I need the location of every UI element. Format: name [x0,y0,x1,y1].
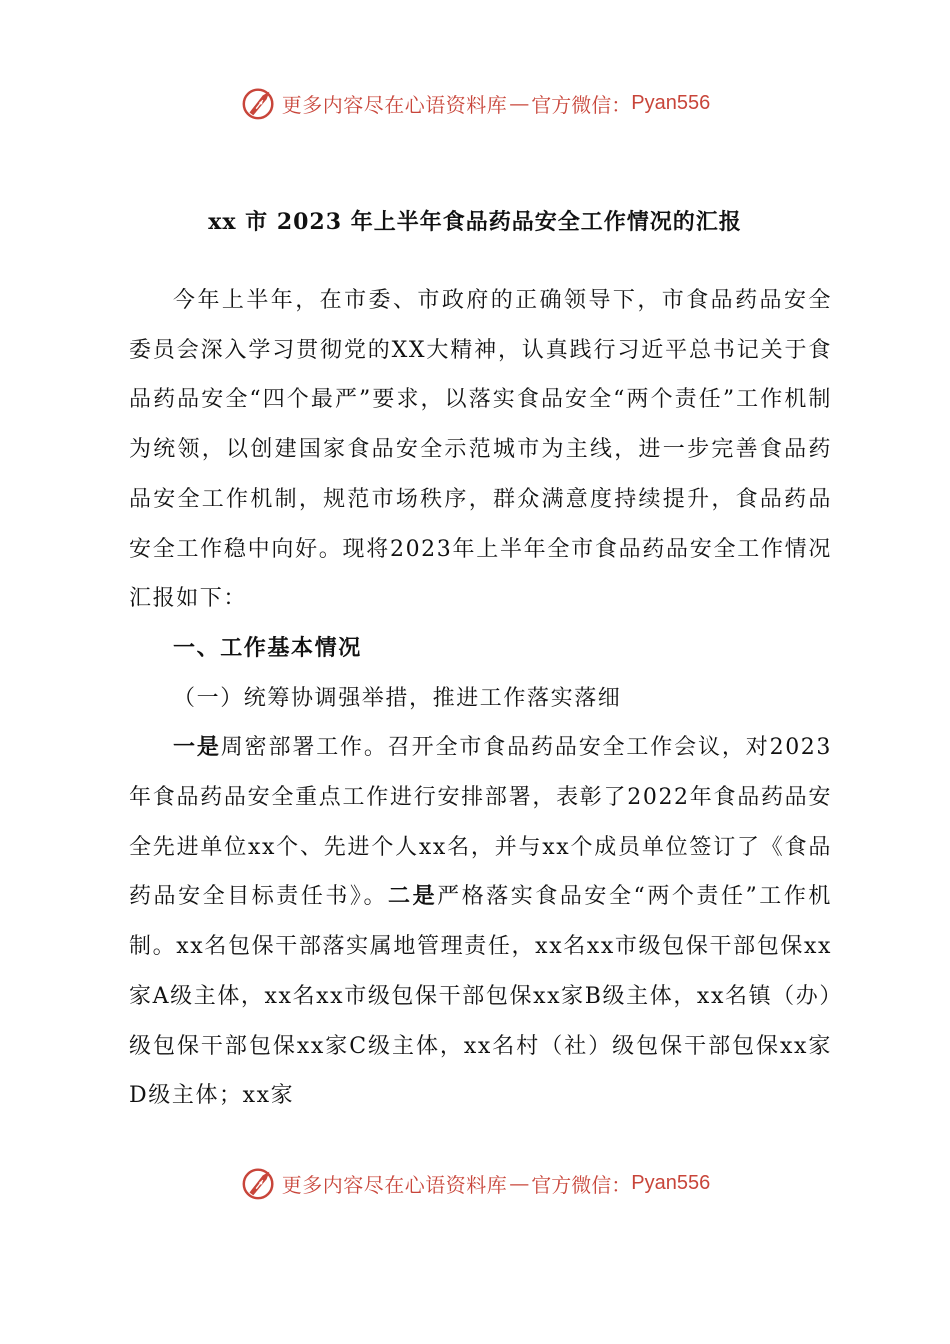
subsection-heading: （一）统筹协调强举措，推进工作落实落细 [173,685,622,711]
footer-banner [0,1160,950,1206]
header-banner [0,80,950,126]
wechat-label: 官方微信： [531,1172,632,1197]
wechat-id: Pyan556 [631,91,711,114]
item-1-lead: 一是 [173,734,221,761]
intro-paragraph: 今年上半年，在市委、市政府的正确领导下，市食品药品安全委员会深入学习贯彻党的XX大精神，认真践行习近平总书记关于食品药品安全“四个最严”要求，以落实食品安全“两个责任”工作机制为统领，以创建国家食品安全示范城市为主线，进一步完善食品药品安全工作机制，规范市场秩序，群众满意度持续提升，食品药品安全工作稳中向好。现将2023年上半年全市食品药品安全工作情况汇报如下： [129,288,832,612]
banner-separator: — [509,1171,530,1195]
brand-text: 更多内容尽在心语资料库 [281,92,508,117]
pen-nib-logo-icon [240,84,278,122]
pen-nib-logo-icon [240,1164,278,1202]
brand-text: 更多内容尽在心语资料库 [281,1172,508,1197]
item-2-text: 严格落实食品安全“两个责任”工作机制。xx名包保干部落实属地管理责任，xx名xx市级包保干部包保xx家A级主体，xx名xx市级包保干部包保xx家B级主体，xx名镇（办）级包保干部包保xx家C级主体，xx名村（社）级包保干部包保xx家D级主体；xx家 [129,884,832,1109]
item-2-lead: 二是 [388,883,438,910]
wechat-label: 官方微信： [531,92,632,117]
item-1-text: 周密部署工作。召开全市食品药品安全工作会议，对2023年食品药品安全重点工作进行安排部署，表彰了2022年食品药品安全先进单位xx个、先进个人xx名，并与xx个成员单位签订了《食品药品安全目标责任书》。 [129,735,832,910]
section-heading: 一、工作基本情况 [173,634,362,661]
wechat-id: Pyan556 [631,1171,711,1194]
document-title: xx 市 2023 年上半年食品药品安全工作情况的汇报 [208,209,742,235]
document-body [129,276,832,1121]
work-items-paragraph [129,723,832,1121]
banner-separator: — [509,91,530,115]
